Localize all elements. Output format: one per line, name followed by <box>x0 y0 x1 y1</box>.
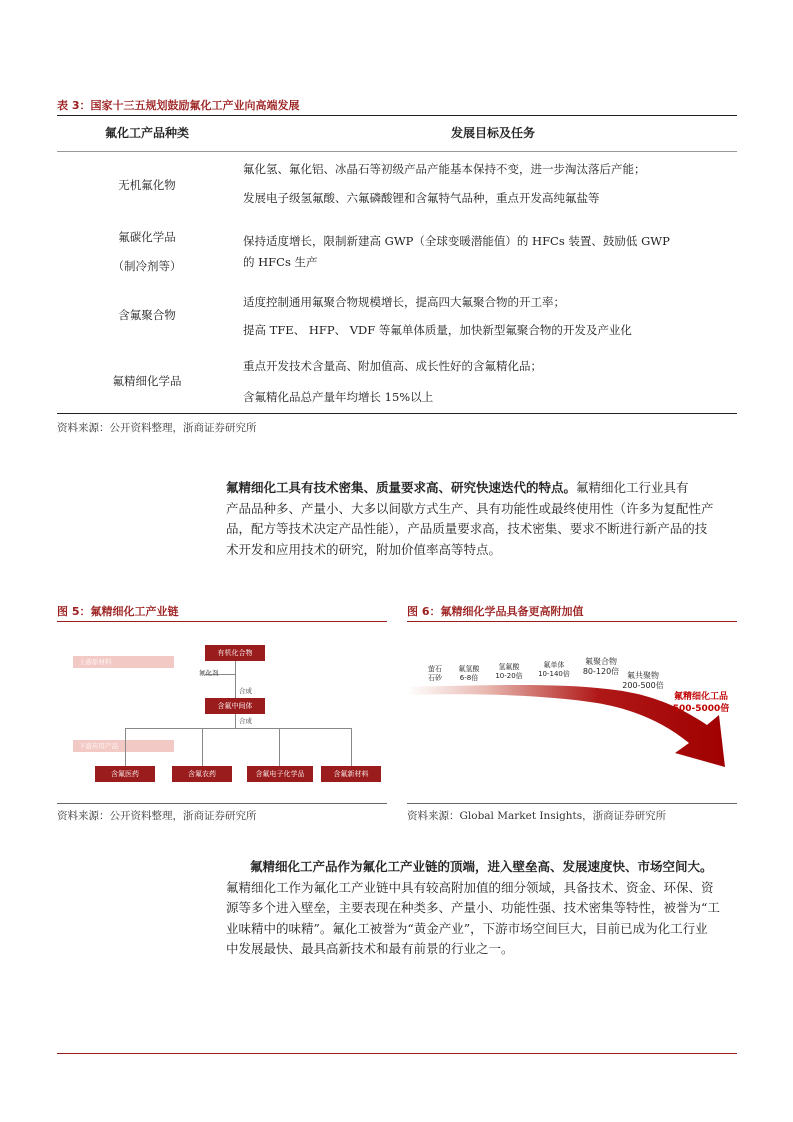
table-source: 资料来源：公开资料整理，浙商证券研究所 <box>57 422 257 434</box>
stage-label: 氢氟酸 10-20倍 <box>495 663 523 680</box>
figure6-source: 资料来源：Global Market Insights，浙商证券研究所 <box>407 810 667 822</box>
table-row-category: 无机氟化物 <box>118 178 176 192</box>
flow-line <box>351 728 352 766</box>
paragraph-2-line: 业味精中的味精”。氟化工被誉为“黄金产业”，下游市场空间巨大，目前已成为化工行业 <box>226 920 708 936</box>
product-box: 含氟新材料 <box>321 766 381 782</box>
table-row-category-sub: （制冷剂等） <box>112 259 182 273</box>
figure5-bottom-rule <box>57 803 387 804</box>
figure6-top-rule <box>407 621 737 622</box>
table-header-rule <box>57 151 737 152</box>
product-box: 含氟农药 <box>172 766 232 782</box>
paragraph-1-line: 氟精细化工行业具有 <box>576 480 689 495</box>
flow-line <box>202 728 203 766</box>
final-stage-label: 氟精细化工品 500-5000倍 <box>672 692 730 714</box>
table-row-task: 提高 TFE、 HFP、 VDF 等氟单体质量，加快新型氟聚合物的开发及产业化 <box>243 323 632 337</box>
table-caption: 表 3：国家十三五规划鼓励氟化工产业向高端发展 <box>57 99 300 112</box>
organic-compound-box: 有机化合物 <box>205 645 265 661</box>
table-bottom-rule <box>57 413 737 414</box>
table-row-task: 含氟精化品总产量年均增长 15%以上 <box>243 390 434 404</box>
stage-label: 氟氢酸 6-8倍 <box>458 665 480 682</box>
table-row-task: 重点开发技术含量高、附加值高、成长性好的含氟精化品； <box>243 359 542 373</box>
figure6-bottom-rule <box>407 803 737 804</box>
table-row-category: 氟精细化学品 <box>112 374 182 388</box>
downstream-tag: 下游应用产品 <box>73 740 174 752</box>
paragraph-2-line: 中发展最快、最具高新技术和最有前景的行业之一。 <box>226 941 514 956</box>
paragraph-1-line: 术开发和应用技术的研究，附加价值率高等特点。 <box>226 541 502 557</box>
table-row-task: 适度控制通用氟聚合物规模增长，提高四大氟聚合物的开工率； <box>243 295 565 309</box>
table-row-task: 保持适度增长，限制新建高 GWP（全球变暖潜能值）的 HFCs 装置、鼓励低 GWP <box>243 234 670 248</box>
paragraph-1 <box>226 478 736 560</box>
synthesis-label: 合成 <box>239 717 252 725</box>
footer-rule <box>57 1053 737 1054</box>
paragraph-1-line: 品，配方等技术决定产品性能），产品质量要求高，技术密集、要求不断进行新产品的技 <box>226 521 708 536</box>
figure5-top-rule <box>57 621 387 622</box>
flow-line <box>125 728 351 729</box>
upstream-tag: 上游原材料 <box>73 656 174 668</box>
figure5-source: 资料来源：公开资料整理，浙商证券研究所 <box>57 810 257 822</box>
stage-label: 氟聚合物 80-120倍 <box>582 657 620 676</box>
paragraph-2-lead: 氟精细化工产品作为氟化工产业链的顶端，进入壁垒高、发展速度快、市场空间大。 <box>250 859 713 874</box>
figure5-flowchart <box>57 625 387 800</box>
paragraph-2-line: 源等多个进入壁垒，主要表现在种类多、产量小、功能性强、技术密集等特性，被誉为“工 <box>226 900 720 915</box>
paragraph-2-line: 氟精细化工作为氟化工产业链中具有较高附加值的细分领域，具备技术、资金、环保、资 <box>226 879 714 895</box>
flow-line <box>125 728 126 766</box>
figure5-caption: 图 5：氟精细化工产业链 <box>57 605 179 618</box>
product-box: 含氟电子化学品 <box>247 766 313 782</box>
table-row-task: 的 HFCs 生产 <box>243 255 318 269</box>
paragraph-2 <box>226 857 736 960</box>
flow-line <box>235 714 236 728</box>
intermediate-box: 含氟中间体 <box>205 698 265 714</box>
figure6-graphic <box>407 625 737 800</box>
table-row-category: 含氟聚合物 <box>118 308 176 322</box>
flow-line <box>279 728 280 766</box>
product-box: 含氟医药 <box>95 766 155 782</box>
table-row-task: 氟化氢、氟化铝、冰晶石等初级产品产能基本保持不变，进一步淘汰落后产能； <box>243 162 646 176</box>
table-row-task: 发展电子级氢氟酸、六氟磷酸锂和含氟特气品种，重点开发高纯氟盐等 <box>243 191 600 205</box>
paragraph-1-line: 产品品种多、产量小、大多以间歇方式生产、具有功能性或最终使用性（许多为复配性产 <box>226 500 714 516</box>
fluorination-agent-label: 氟化剂 <box>199 669 219 677</box>
paragraph-1-lead: 氟精细化工具有技术密集、质量要求高、研究快速迭代的特点。 <box>226 480 577 495</box>
stage-label: 萤石 石砂 <box>428 665 442 682</box>
table-header-category: 氟化工产品种类 <box>104 126 189 140</box>
figure6-caption: 图 6：氟精细化学品具备更高附加值 <box>407 605 584 618</box>
table-header-goal: 发展目标及任务 <box>450 126 535 140</box>
synthesis-label: 合成 <box>239 687 252 695</box>
stage-label: 氟单体 10-140倍 <box>538 661 570 678</box>
table-top-rule <box>57 115 737 116</box>
table-row-category: 氟碳化学品 <box>118 230 176 244</box>
stage-label: 氟共聚物 200-500倍 <box>622 671 664 690</box>
